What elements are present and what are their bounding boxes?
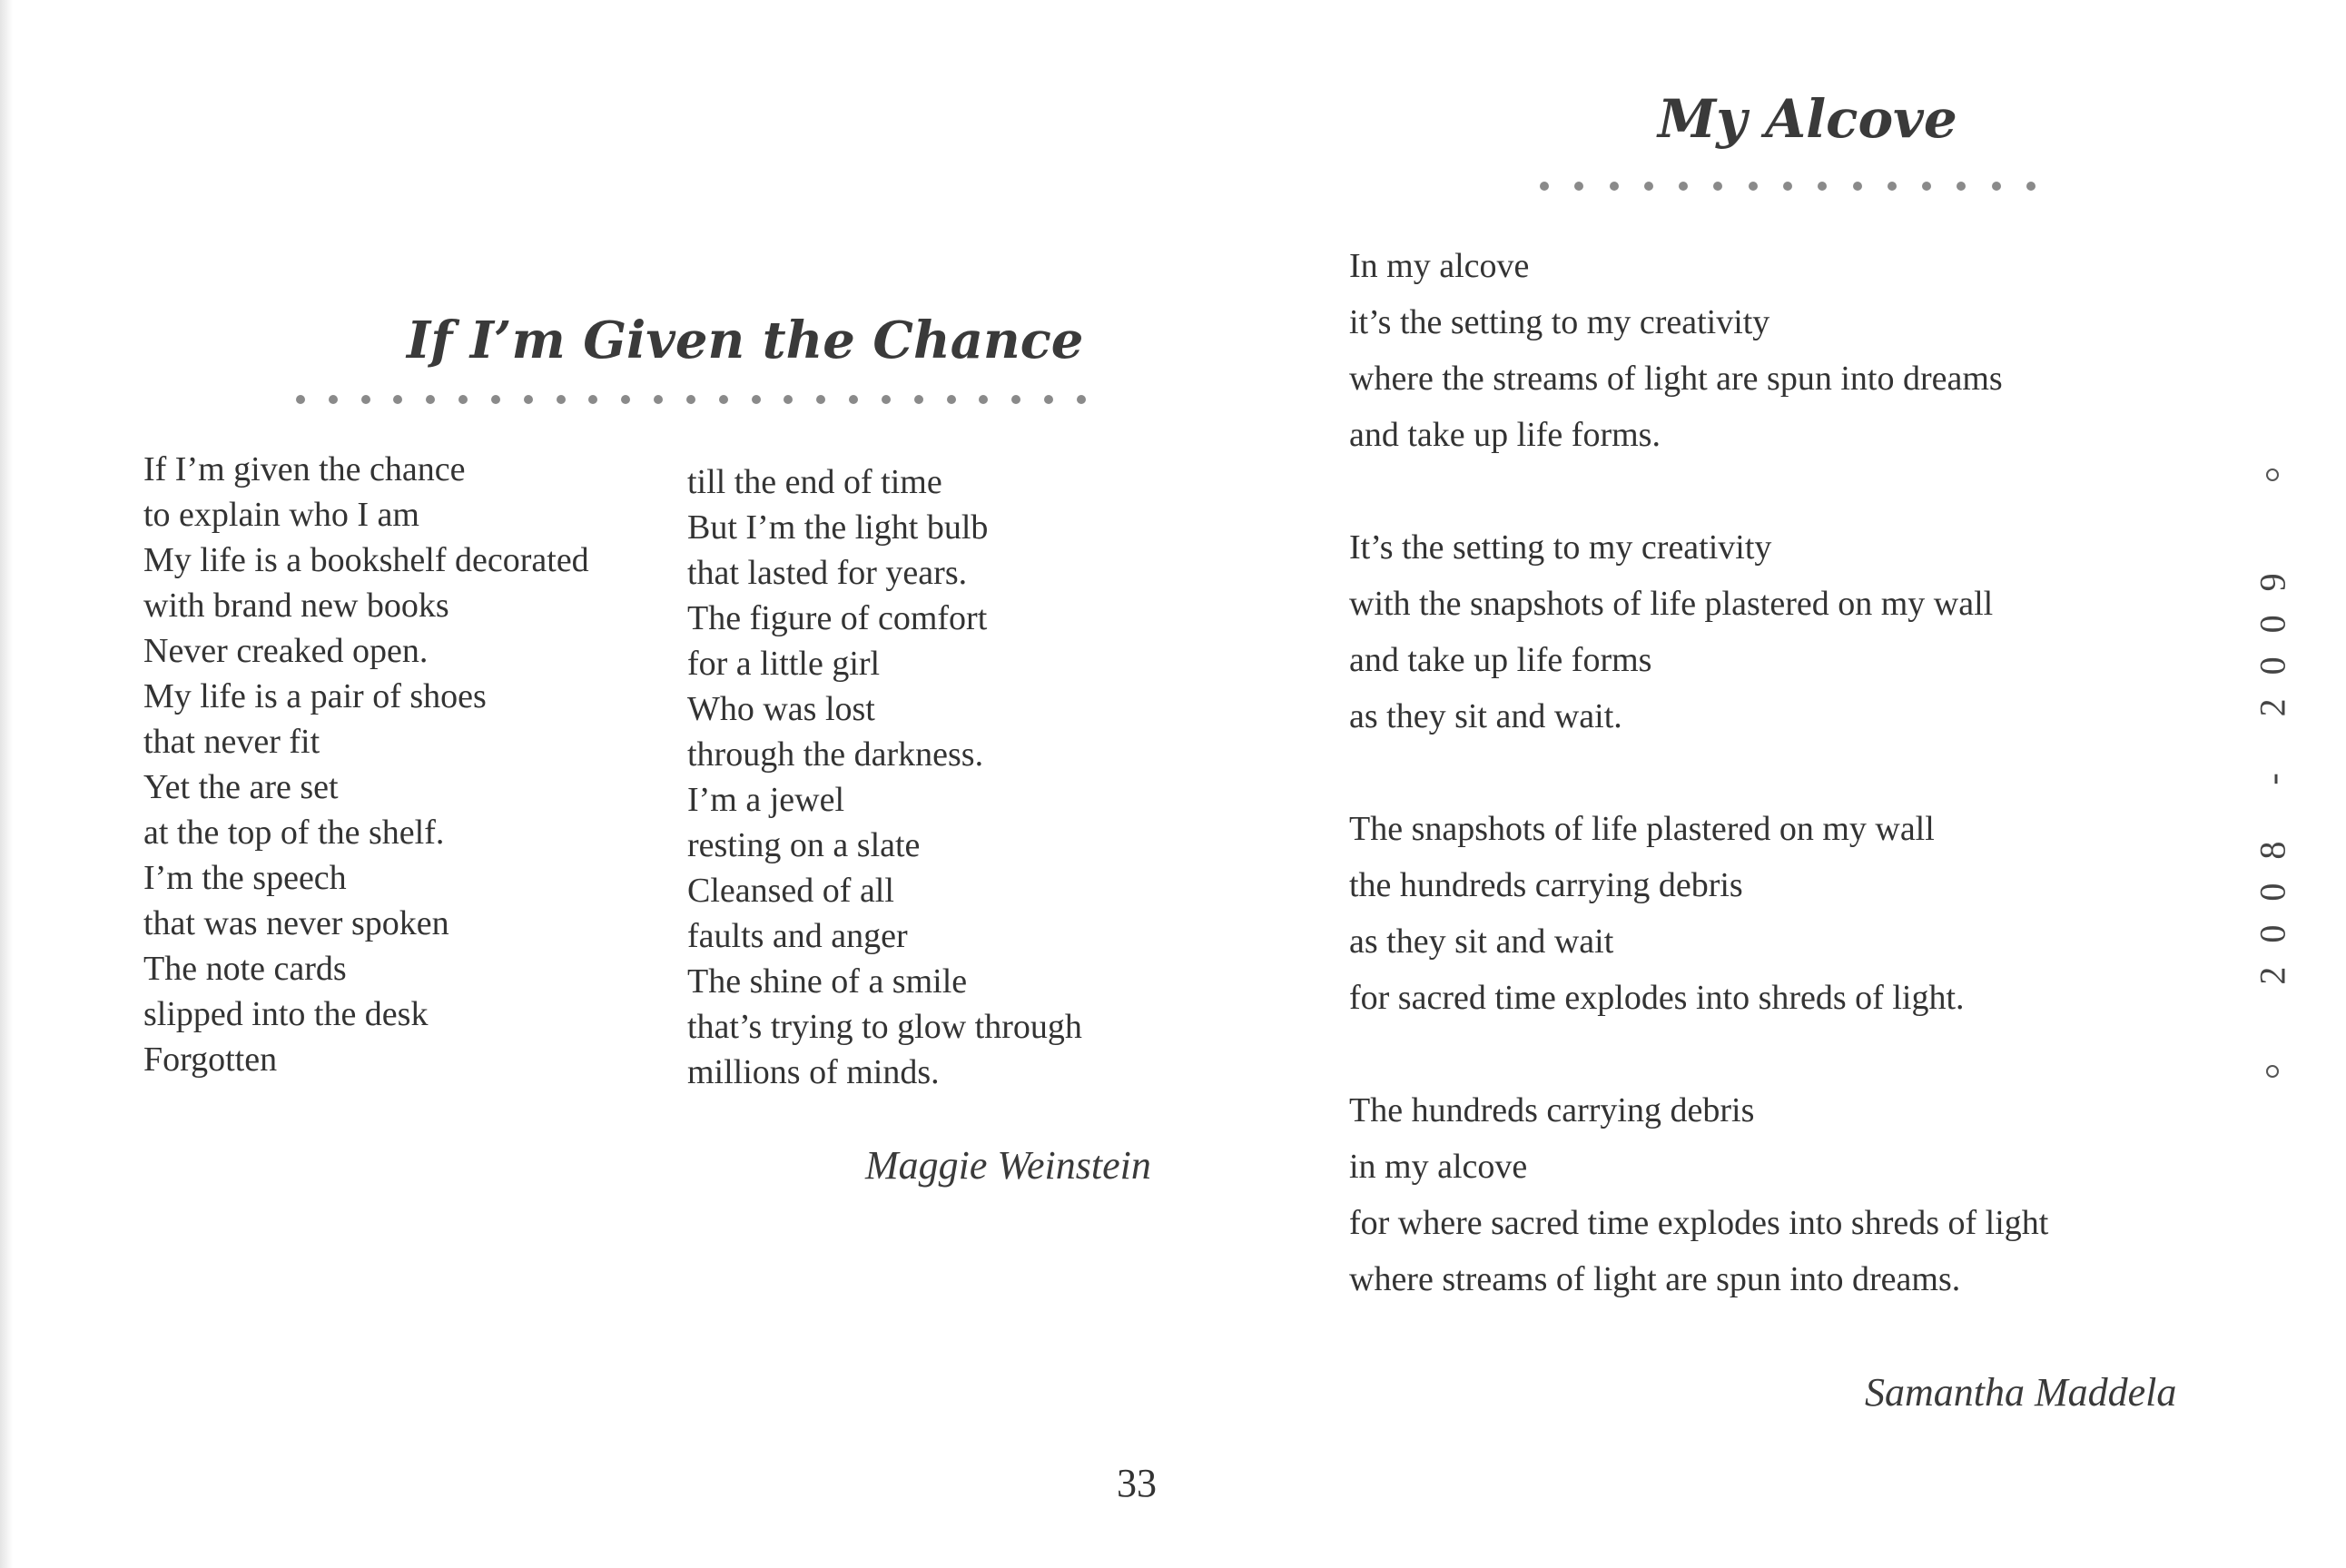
year-ornament-circle-bottom [2266,1065,2279,1078]
title-dot-divider [296,393,1086,406]
poem-line: resting on a slate [687,826,921,864]
divider-dot [361,395,370,404]
poem-line: Forgotten [143,1040,278,1079]
poem-title-my-alcove: My Alcove [1658,88,1957,150]
divider-dot [491,395,500,404]
divider-dot [296,395,305,404]
poem-title-given-chance: If I’m Given the Chance [407,311,1084,370]
poem-line: with brand new books [143,587,449,625]
divider-dot [458,395,468,404]
poem-line: faults and anger [687,917,908,955]
poem-line: Never creaked open. [143,632,429,670]
right-page [1289,0,2346,1568]
divider-dot [654,395,663,404]
poem-line: for where sacred time explodes into shreds of light [1349,1204,2049,1242]
divider-dot [1992,182,2001,191]
poem-column-1 [143,447,589,1082]
year-range-vertical [2250,459,2295,1076]
divider-dot [1888,182,1897,191]
stanza-break [1349,745,2048,801]
poem-line: Who was lost [687,690,875,728]
divider-dot [621,395,630,404]
divider-dot [557,395,566,404]
divider-dot [524,395,533,404]
divider-dot [1610,182,1619,191]
poem-line: at the top of the shelf. [143,814,445,852]
divider-dot [816,395,825,404]
poem-stanzas [1349,238,2048,1307]
divider-dot [1044,395,1053,404]
poem-line: The figure of comfort [687,599,988,637]
stanza-break [1349,1026,2048,1082]
divider-dot [393,395,402,404]
divider-dot [1077,395,1086,404]
author-name: Samantha Maddela [1865,1370,2177,1415]
poem-line: My life is a pair of shoes [143,677,487,715]
divider-dot [1011,395,1020,404]
divider-dot [1574,182,1583,191]
poem-line: that never fit [143,723,320,761]
poem-line: The snapshots of life plastered on my wall [1349,810,1935,848]
divider-dot [1957,182,1966,191]
poem-line: where the streams of light are spun into dreams [1349,360,2003,398]
poem-line: for a little girl [687,645,881,683]
divider-dot [1922,182,1931,191]
divider-dot [882,395,891,404]
poem-line: with the snapshots of life plastered on my wall [1349,585,1994,623]
poem-line: to explain who I am [143,496,419,534]
poem-line: In my alcove [1349,247,1530,285]
poem-line: I’m a jewel [687,781,845,819]
poem-line: the hundreds carrying debris [1349,866,1743,904]
poem-line: till the end of time [687,463,942,501]
poem-line: Yet the are set [143,768,339,806]
poem-line: Cleansed of all [687,872,894,910]
divider-dot [849,395,858,404]
divider-dot [1853,182,1862,191]
divider-dot [426,395,435,404]
divider-dot [1644,182,1653,191]
year-range-text: 2008 - 2009 [2252,549,2293,985]
divider-dot [329,395,338,404]
stanza-break [1349,463,2048,519]
poem-line: that lasted for years. [687,554,968,592]
page-number: 33 [1117,1461,1157,1505]
poem-line: The note cards [143,950,347,988]
poem-line: for sacred time explodes into shreds of light. [1349,979,1965,1017]
divider-dot [979,395,988,404]
poem-line: My life is a bookshelf decorated [143,541,589,579]
poem-line: It’s the setting to my creativity [1349,528,1772,567]
divider-dot [1713,182,1722,191]
poem-line: it’s the setting to my creativity [1349,303,1770,341]
divider-dot [1540,182,1549,191]
poem-line: and take up life forms [1349,641,1652,679]
divider-dot [1679,182,1688,191]
poem-line: where streams of light are spun into dreams. [1349,1260,1961,1298]
divider-dot [947,395,956,404]
divider-dot [1818,182,1827,191]
poem-line: that was never spoken [143,904,449,942]
poem-line: in my alcove [1349,1148,1528,1186]
poem-line: The shine of a smile [687,962,968,1001]
poem-line: I’m the speech [143,859,347,897]
poem-line: and take up life forms. [1349,416,1661,454]
poem-column-2 [687,459,1082,1095]
divider-dot [1783,182,1792,191]
poem-line: But I’m the light bulb [687,508,989,547]
divider-dot [2026,182,2036,191]
author-name: Maggie Weinstein [865,1143,1151,1188]
poem-line: If I’m given the chance [143,450,466,488]
title-dot-divider [1540,180,2036,192]
divider-dot [588,395,597,404]
poem-line: as they sit and wait [1349,922,1614,961]
poem-line: as they sit and wait. [1349,697,1622,735]
poem-line: slipped into the desk [143,995,429,1033]
divider-dot [686,395,695,404]
poem-line: The hundreds carrying debris [1349,1091,1755,1129]
divider-dot [784,395,793,404]
divider-dot [719,395,728,404]
divider-dot [1749,182,1758,191]
divider-dot [914,395,923,404]
poem-line: that’s trying to glow through [687,1008,1082,1046]
poem-line: through the darkness. [687,735,984,774]
poem-line: millions of minds. [687,1053,940,1091]
divider-dot [752,395,761,404]
